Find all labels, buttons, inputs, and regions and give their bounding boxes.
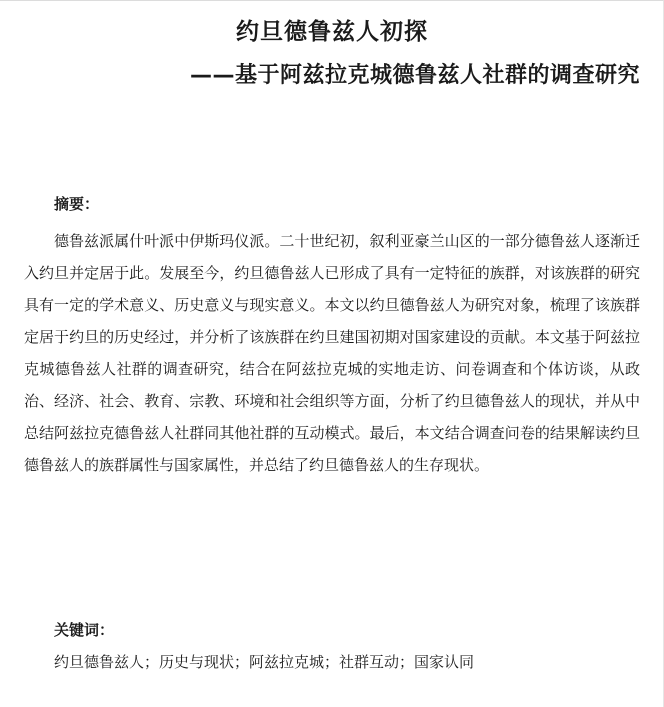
- abstract-heading: 摘要：: [54, 195, 100, 213]
- paper-subtitle: ——基于阿兹拉克城德鲁兹人社群的调查研究: [189, 63, 640, 88]
- abstract-text: 德鲁兹派属什叶派中伊斯玛仪派。二十世纪初，叙利亚豪兰山区的一部分德鲁兹人逐渐迁入约旦并定居于此。发展至今，约旦德鲁兹人已形成了具有一定特征的族群，对该族群的研究具有一定的学术意义、历史意义与现实意义。本文以约旦德鲁兹人为研究对象，梳理了该族群定居于约旦的历史经过，并分析了该族群在约旦建国初期对国家建设的贡献。本文基于阿兹拉克城德鲁兹人社群的调查研究，结合在阿兹拉克城的实地走访、问卷调查和个体访谈，从政治、经济、社会、教育、宗教、环境和社会组织等方面，分析了约旦德鲁兹人的现状，并从中总结阿兹拉克德鲁兹人社群同其他社群的互动模式。最后，本文结合调查问卷的结果解读约旦德鲁兹人的族群属性与国家属性，并总结了约旦德鲁兹人的生存现状。: [24, 232, 640, 474]
- keywords-heading: 关键词：: [54, 621, 115, 639]
- paper-title: 约旦德鲁兹人初探: [236, 19, 428, 45]
- keywords-text: 约旦德鲁兹人；历史与现状；阿兹拉克城；社群互动；国家认同: [54, 653, 475, 671]
